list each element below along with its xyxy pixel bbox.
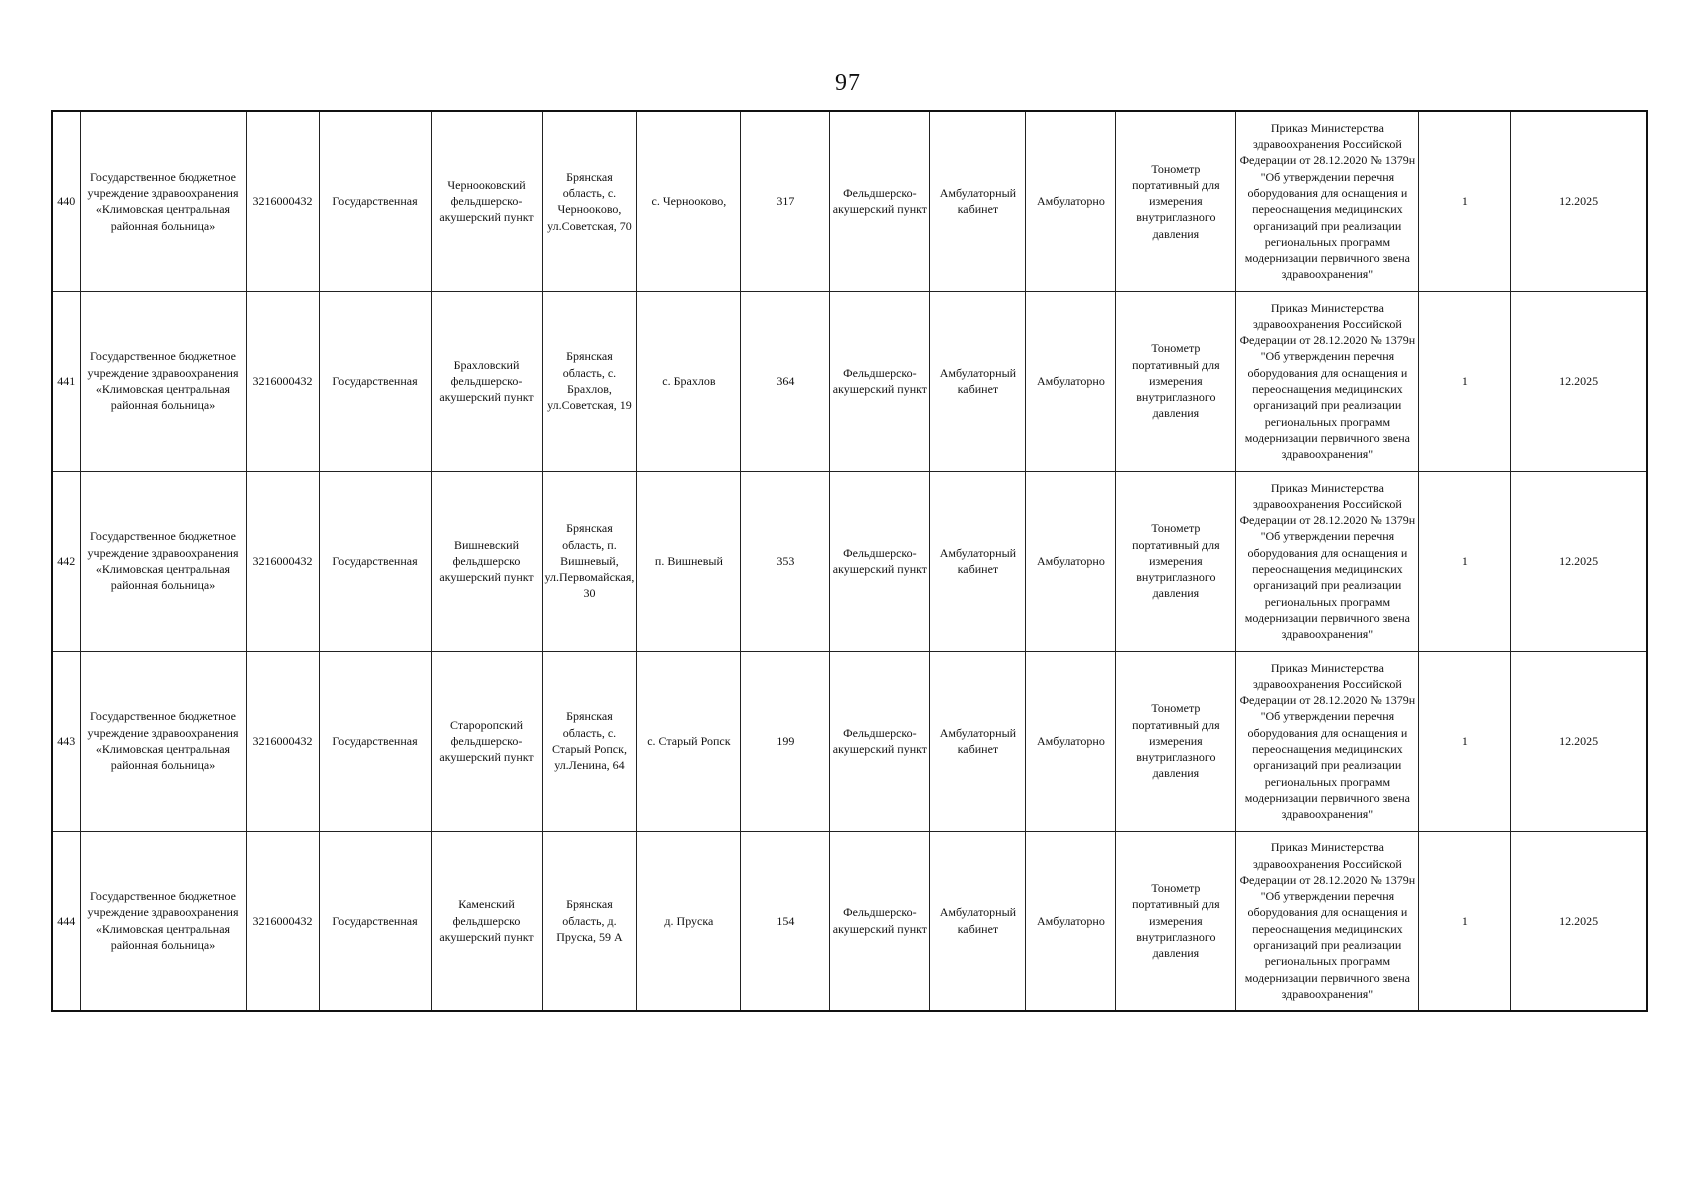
- facility-type: Фельдшерско-акушерский пункт: [830, 831, 930, 1011]
- quantity: 1: [1419, 831, 1511, 1011]
- organization-name: Государственное бюджетное учреждение здравоохранения «Климовская центральная районная больница»: [80, 651, 246, 831]
- table-row: [52, 111, 1647, 291]
- facility-address: Брянская область, д. Пруска, 59 А: [542, 831, 637, 1011]
- row-number: 440: [52, 111, 80, 291]
- delivery-date: 12.2025: [1511, 291, 1647, 471]
- facility-name: Вишневский фельдшерско акушерский пункт: [431, 471, 542, 651]
- row-number: 443: [52, 651, 80, 831]
- facility-address: Брянская область, с. Старый Ропск, ул.Ленина, 64: [542, 651, 637, 831]
- care-form: Амбулаторно: [1026, 471, 1116, 651]
- department: Амбулаторный кабинет: [930, 291, 1026, 471]
- facility-name: Брахловский фельдшерско-акушерский пункт: [431, 291, 542, 471]
- table-row: [52, 291, 1647, 471]
- organization-name: Государственное бюджетное учреждение здравоохранения «Климовская центральная районная больница»: [80, 831, 246, 1011]
- table-row: [52, 471, 1647, 651]
- row-number: 441: [52, 291, 80, 471]
- population: 364: [741, 291, 830, 471]
- legal-basis: Приказ Министерства здравоохранения Российской Федерации от 28.12.2020 № 1379н "Об утвержденин перечня оборудования для оснащения и переоснащения медицинских организаций при реализации региональных программ модернизации первичного звена здравоохранения": [1236, 291, 1419, 471]
- delivery-date: 12.2025: [1511, 471, 1647, 651]
- facility-address: Брянская область, с. Черноокoво, ул.Советская, 70: [542, 111, 637, 291]
- equipment-name: Тонометр портативный для измерения внутриглазного давления: [1116, 471, 1236, 651]
- facility-type: Фельдшерско-акушерский пункт: [830, 111, 930, 291]
- department: Амбулаторный кабинет: [930, 111, 1026, 291]
- inn: 3216000432: [246, 471, 319, 651]
- care-form: Амбулаторно: [1026, 651, 1116, 831]
- department: Амбулаторный кабинет: [930, 471, 1026, 651]
- settlement: п. Вишневый: [637, 471, 741, 651]
- legal-basis: Приказ Министерства здравоохранения Российской Федерации от 28.12.2020 № 1379н "Об утверждении перечня оборудования для оснащения и переоснащения медицинских организаций при реализации региональных программ модернизации первичного звена здравоохранения": [1236, 471, 1419, 651]
- ownership-form: Государственная: [319, 291, 431, 471]
- quantity: 1: [1419, 471, 1511, 651]
- legal-basis: Приказ Министерства здравоохранения Российской Федерации от 28.12.2020 № 1379н "Об утверждении перечня оборудования для оснащения и переоснащения медицинских организаций при реализации региональных программ модернизации первичного звена здравоохранения": [1236, 831, 1419, 1011]
- population: 154: [741, 831, 830, 1011]
- population: 199: [741, 651, 830, 831]
- table-row: [52, 651, 1647, 831]
- organization-name: Государственное бюджетное учреждение здравоохранения «Климовская центральная районная больница»: [80, 471, 246, 651]
- equipment-table: [51, 110, 1648, 1012]
- legal-basis: Приказ Министерства здравоохранения Российской Федерации от 28.12.2020 № 1379н "Об утверждении перечня оборудования для оснащения и переоснащения медицинских организаций при реализации региональных программ модернизации первичного звена здравоохранения": [1236, 651, 1419, 831]
- facility-name: Чернооковский фельдшерско-акушерский пункт: [431, 111, 542, 291]
- care-form: Амбулаторно: [1026, 831, 1116, 1011]
- department: Амбулаторный кабинет: [930, 651, 1026, 831]
- facility-type: Фельдшерско-акушерский пункт: [830, 651, 930, 831]
- ownership-form: Государственная: [319, 831, 431, 1011]
- population: 317: [741, 111, 830, 291]
- facility-address: Брянская область, п. Вишневый, ул.Первомайская, 30: [542, 471, 637, 651]
- settlement: д. Пруска: [637, 831, 741, 1011]
- care-form: Амбулаторно: [1026, 111, 1116, 291]
- organization-name: Государственное бюджетное учреждение здравоохранения «Климовская центральная районная больница»: [80, 291, 246, 471]
- facility-type: Фельдшерско-акушерский пункт: [830, 291, 930, 471]
- facility-address: Брянская область, с. Брахлов, ул.Советская, 19: [542, 291, 637, 471]
- quantity: 1: [1419, 291, 1511, 471]
- equipment-name: Тонометр портативный для измерения внутриглазного давления: [1116, 651, 1236, 831]
- settlement: с. Брахлов: [637, 291, 741, 471]
- department: Амбулаторный кабинет: [930, 831, 1026, 1011]
- row-number: 444: [52, 831, 80, 1011]
- quantity: 1: [1419, 111, 1511, 291]
- inn: 3216000432: [246, 291, 319, 471]
- delivery-date: 12.2025: [1511, 651, 1647, 831]
- facility-name: Староропский фельдшерско-акушерский пункт: [431, 651, 542, 831]
- quantity: 1: [1419, 651, 1511, 831]
- settlement: с. Старый Ропск: [637, 651, 741, 831]
- ownership-form: Государственная: [319, 651, 431, 831]
- care-form: Амбулаторно: [1026, 291, 1116, 471]
- organization-name: Государственное бюджетное учреждение здравоохранения «Климовская центральная районная больница»: [80, 111, 246, 291]
- page-number: 97: [835, 70, 861, 96]
- ownership-form: Государственная: [319, 471, 431, 651]
- table-row: [52, 831, 1647, 1011]
- equipment-name: Тонометр портативный для измерения внутриглазного давления: [1116, 291, 1236, 471]
- ownership-form: Государственная: [319, 111, 431, 291]
- delivery-date: 12.2025: [1511, 111, 1647, 291]
- legal-basis: Приказ Министерства здравоохранения Российской Федерации от 28.12.2020 № 1379н "Об утверждении перечня оборудования для оснащения и переоснащения медицинских организаций при реализации региональных программ модернизации первичного звена здравоохранения": [1236, 111, 1419, 291]
- inn: 3216000432: [246, 111, 319, 291]
- equipment-name: Тонометр портативный для измерения внутриглазного давления: [1116, 111, 1236, 291]
- inn: 3216000432: [246, 651, 319, 831]
- facility-type: Фельдшерско-акушерский пункт: [830, 471, 930, 651]
- row-number: 442: [52, 471, 80, 651]
- facility-name: Каменский фельдшерско акушерский пункт: [431, 831, 542, 1011]
- equipment-name: Тонометр портативный для измерения внутриглазного давления: [1116, 831, 1236, 1011]
- inn: 3216000432: [246, 831, 319, 1011]
- settlement: с. Чернооково,: [637, 111, 741, 291]
- delivery-date: 12.2025: [1511, 831, 1647, 1011]
- population: 353: [741, 471, 830, 651]
